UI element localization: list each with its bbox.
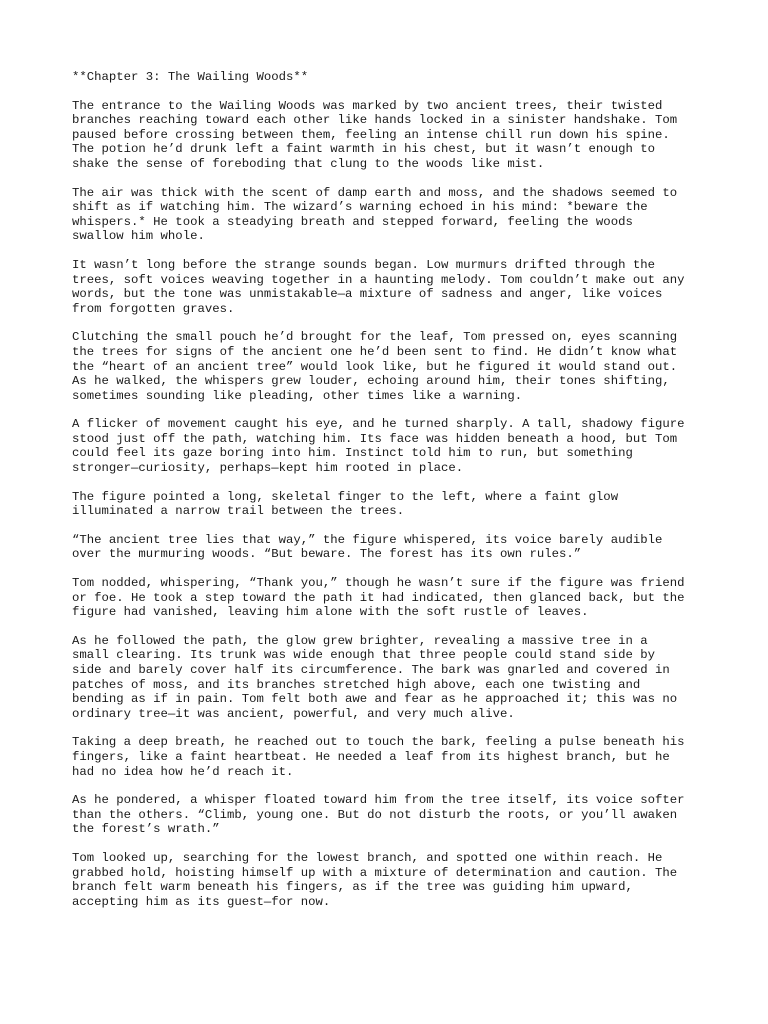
paragraph-12: Tom looked up, searching for the lowest branch, and spotted one within reach. He grabbed hold, hoisting himself up with a mixture of determination and caution. The branch felt warm beneath his fingers, as if the tree was guiding him upward, accepting him as its guest—for now. [72,850,678,909]
paragraph-11: As he pondered, a whisper floated toward him from the tree itself, its voice softer than the others. “Climb, young one. But do not disturb the roots, or you’ll awaken the forest’s wrath.” [72,793,685,837]
paragraph-7: “The ancient tree lies that way,” the figure whispered, its voice barely audible over the murmuring woods. “But beware. The forest has its own rules.” [72,532,663,562]
chapter-title: **Chapter 3: The Wailing Woods** [72,70,309,84]
paragraph-4: Clutching the small pouch he’d brought for the leaf, Tom pressed on, eyes scanning the trees for signs of the ancient one he’d been sent to find. He didn’t know what the “heart of an ancient tree” would look like, but he figured it would stand out. As he walked, the whispers grew louder, echoing around him, their tones shifting, sometimes sounding like pleading, other times like a warning. [72,330,678,403]
paragraph-8: Tom nodded, whispering, “Thank you,” though he wasn’t sure if the figure was friend or foe. He took a step toward the path it had indicated, then glanced back, but the figure had vanished, leaving him alone with the soft rustle of leaves. [72,576,685,620]
paragraph-9: As he followed the path, the glow grew brighter, revealing a massive tree in a small clearing. Its trunk was wide enough that three people could stand side by side and barely cover half its circumference. The bark was gnarled and covered in patches of moss, and its branches stretched high above, each one twisting and bending as if in pain. Tom felt both awe and fear as he approached it; this was no ordinary tree—it was ancient, powerful, and very much alive. [72,633,678,721]
document-page [72,70,712,923]
paragraph-10: Taking a deep breath, he reached out to touch the bark, feeling a pulse beneath his fingers, like a faint heartbeat. He needed a leaf from its highest branch, but he had no idea how he’d reach it. [72,735,685,779]
paragraph-5: A flicker of movement caught his eye, and he turned sharply. A tall, shadowy figure stood just off the path, watching him. Its face was hidden beneath a hood, but Tom could feel its gaze boring into him. Instinct told him to run, but something stronger—curiosity, perhaps—kept him rooted in place. [72,417,685,476]
paragraph-3: It wasn’t long before the strange sounds began. Low murmurs drifted through the trees, soft voices weaving together in a haunting melody. Tom couldn’t make out any words, but the tone was unmistakable—a mixture of sadness and anger, like voices from forgotten graves. [72,257,685,316]
paragraph-2: The air was thick with the scent of damp earth and moss, and the shadows seemed to shift as if watching him. The wizard’s warning echoed in his mind: *beware the whispers.* He took a steadying breath and stepped forward, feeling the woods swallow him whole. [72,185,678,244]
paragraph-6: The figure pointed a long, skeletal finger to the left, where a faint glow illuminated a narrow trail between the trees. [72,489,619,519]
paragraph-1: The entrance to the Wailing Woods was marked by two ancient trees, their twisted branches reaching toward each other like hands locked in a sinister handshake. Tom paused before crossing between them, feeling an intense chill run down his spine. The potion he’d drunk left a faint warmth in his chest, but it wasn’t enough to shake the sense of foreboding that clung to the woods like mist. [72,98,678,171]
